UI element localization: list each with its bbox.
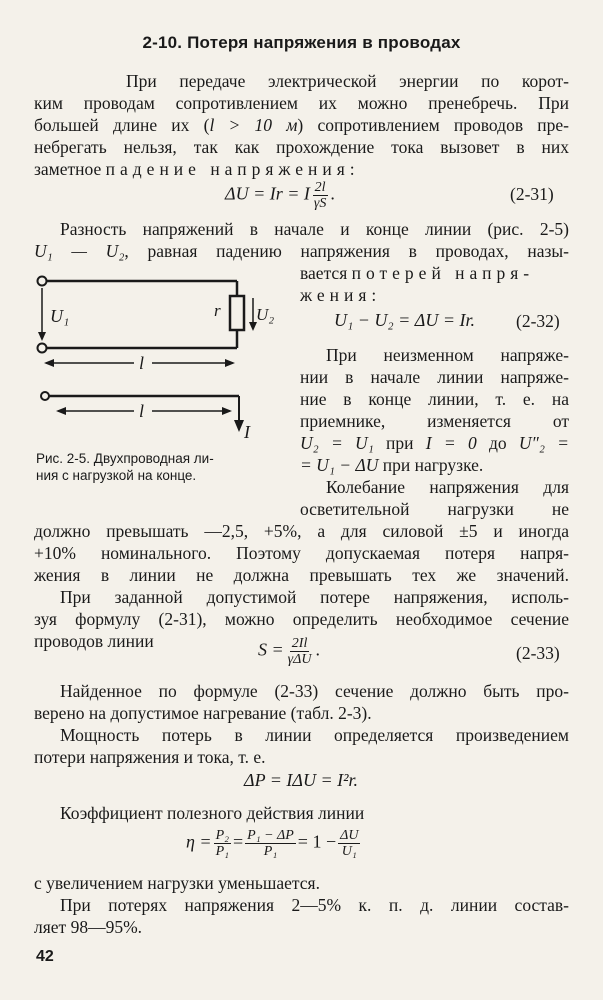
paragraph-5-line-2: зуя формулу (2-31), можно определить необходимое сечение	[34, 609, 569, 629]
length-arrowhead-right	[225, 359, 235, 367]
length-label-1: l	[139, 353, 145, 373]
inline-math: U″₂ =	[518, 433, 569, 453]
inline-math: U₁ — U₂	[34, 241, 125, 261]
fraction-numerator: 2Il	[291, 636, 308, 651]
fraction-numerator: 2l	[314, 180, 326, 195]
paragraph-1-line-5	[34, 158, 360, 180]
paragraph-7-line-2: потери напряжения и тока, т. е.	[34, 747, 266, 767]
figure-2-5	[28, 270, 278, 450]
paragraph-2-line-2	[34, 240, 569, 262]
paragraph-1-line-1: При передаче электрической энергии по корот-	[126, 71, 569, 91]
current-arrowhead	[234, 420, 244, 432]
fraction-denominator: U₁	[341, 844, 357, 859]
fraction-numerator: P₁ − ΔP	[247, 828, 294, 843]
terminal-top	[38, 277, 47, 286]
text-span: до	[476, 433, 519, 453]
fraction	[214, 828, 231, 859]
fraction-numerator: ΔU	[340, 828, 359, 843]
text-span: при нагрузке.	[378, 455, 484, 475]
inline-math: = U₁ − ΔU	[300, 455, 379, 475]
inline-math: I = 0	[425, 433, 477, 453]
paragraph-3-line-2: нии в начале линии напряже-	[300, 367, 569, 387]
single-line-terminal	[41, 392, 49, 400]
paragraph-10-line-2: ляет 98—95%.	[34, 917, 143, 937]
fraction	[312, 180, 329, 211]
equation-power-loss	[244, 770, 358, 791]
paragraph-9-line-1: с увеличением нагрузки уменьшается.	[34, 873, 320, 893]
paragraph-8-line-1: Коэффициент полезного действия линии	[60, 803, 365, 823]
paragraph-5-line-3: проводов линии	[34, 631, 154, 651]
equation-number-2-32: (2-32)	[516, 311, 560, 331]
fraction	[338, 828, 360, 859]
eq-lhs: S =	[258, 639, 284, 660]
text-span: при	[373, 433, 426, 453]
equation-2-32	[334, 310, 475, 331]
paragraph-3-line-6	[300, 454, 483, 476]
page-number: 42	[36, 948, 54, 965]
length-arrowhead-right-2	[222, 407, 232, 415]
text-span: , равная падению напряжения в проводах, назы-	[124, 241, 569, 261]
fraction-numerator: P₂	[215, 828, 229, 843]
fraction	[286, 636, 314, 667]
length-label-2: l	[139, 401, 145, 421]
eq-text: U₁ − U₂ = ΔU = Ir.	[334, 310, 476, 330]
text-span: большей длине их (	[34, 115, 210, 135]
paragraph-2-line-3	[300, 262, 534, 284]
eq-eta: η =	[186, 831, 212, 852]
length-arrowhead-left	[44, 359, 54, 367]
paragraph-2-line-1: Разность напряжений в начале и конце линии (рис. 2-5)	[60, 219, 569, 239]
paragraph-7-line-1: Мощность потерь в линии определяется произведением	[60, 725, 569, 745]
paragraph-1-line-2: ким проводам сопротивлением их можно пренебречь. При	[34, 93, 569, 113]
eq-text: ΔP = IΔU = I²r.	[244, 770, 358, 790]
paragraph-4-line-1: Колебание напряжения для	[326, 477, 569, 497]
text-span: ) сопротивлением проводов пре-	[297, 115, 569, 135]
text-span: вается	[300, 263, 352, 283]
equation-efficiency	[186, 828, 362, 859]
eq-end: .	[330, 183, 335, 204]
paragraph-3-line-1: При неизменном напряже-	[326, 345, 569, 365]
inline-math: l > 10 м	[209, 115, 298, 135]
equation-number-2-31: (2-31)	[510, 184, 554, 204]
eq-sign: = 1 −	[297, 831, 337, 852]
current-label: I	[244, 422, 250, 442]
paragraph-4-line-4: +10% номинального. Поэтому допускаемая потеря напря-	[34, 543, 569, 563]
paragraph-3-line-3: ние в конце линии, т. е. на	[300, 389, 569, 409]
fraction-denominator: γΔU	[287, 652, 312, 667]
resistor-symbol	[230, 296, 244, 330]
text-span: заметное	[34, 159, 106, 179]
paragraph-1-line-4: небрегать нельзя, так как прохождение тока вызовет в них	[34, 137, 569, 157]
paragraph-6-line-2: верено на допустимое нагревание (табл. 2-3).	[34, 703, 372, 723]
figure-caption-line-1: Рис. 2-5. Двухпроводная ли-	[36, 451, 214, 466]
figure-caption-line-2: ния с нагрузкой на конце.	[36, 468, 197, 483]
paragraph-1-line-3	[34, 114, 569, 136]
paragraph-3-line-4: приемнике, изменяется от	[300, 411, 569, 431]
fraction	[245, 828, 296, 859]
length-arrowhead-left-2	[56, 407, 66, 415]
paragraph-4-line-5: жения в линии не должна превышать тех же значений.	[34, 565, 569, 585]
paragraph-4-line-3: должно превышать —2,5, +5%, а для силовой ±5 и иногда	[34, 521, 569, 541]
paragraph-2-line-4: жения:	[300, 285, 382, 305]
u2-label: U₂	[256, 305, 275, 324]
terminal-bottom	[38, 344, 47, 353]
fraction-denominator: P₁	[263, 844, 278, 859]
paragraph-10-line-1: При потерях напряжения 2—5% к. п. д. линии состав-	[60, 895, 569, 915]
equation-2-31	[225, 180, 335, 211]
eq-lhs: ΔU = Ir = I	[225, 183, 310, 204]
paragraph-5-line-1: При заданной допустимой потере напряжения, исполь-	[60, 587, 569, 607]
u1-label: U₁	[50, 306, 70, 326]
u1-arrowhead	[38, 332, 46, 341]
r-label: r	[214, 301, 221, 320]
inline-math: U₂ = U₁	[300, 433, 374, 453]
fraction-denominator: P₁	[215, 844, 229, 859]
section-heading: 2-10. Потеря напряжения в проводах	[142, 33, 461, 52]
paragraph-6-line-1: Найденное по формуле (2-33) сечение должно быть про-	[60, 681, 569, 701]
fraction-denominator: γS	[313, 196, 327, 211]
eq-end: .	[315, 639, 320, 660]
paragraph-3-line-5	[300, 432, 569, 454]
eq-sign: =	[233, 831, 244, 852]
equation-2-33	[258, 636, 320, 667]
equation-number-2-33: (2-33)	[516, 643, 560, 663]
spaced-term: потерей напря-	[351, 263, 535, 283]
spaced-term: падение напряжения:	[105, 159, 360, 179]
paragraph-4-line-2: осветительной нагрузки не	[300, 499, 569, 519]
